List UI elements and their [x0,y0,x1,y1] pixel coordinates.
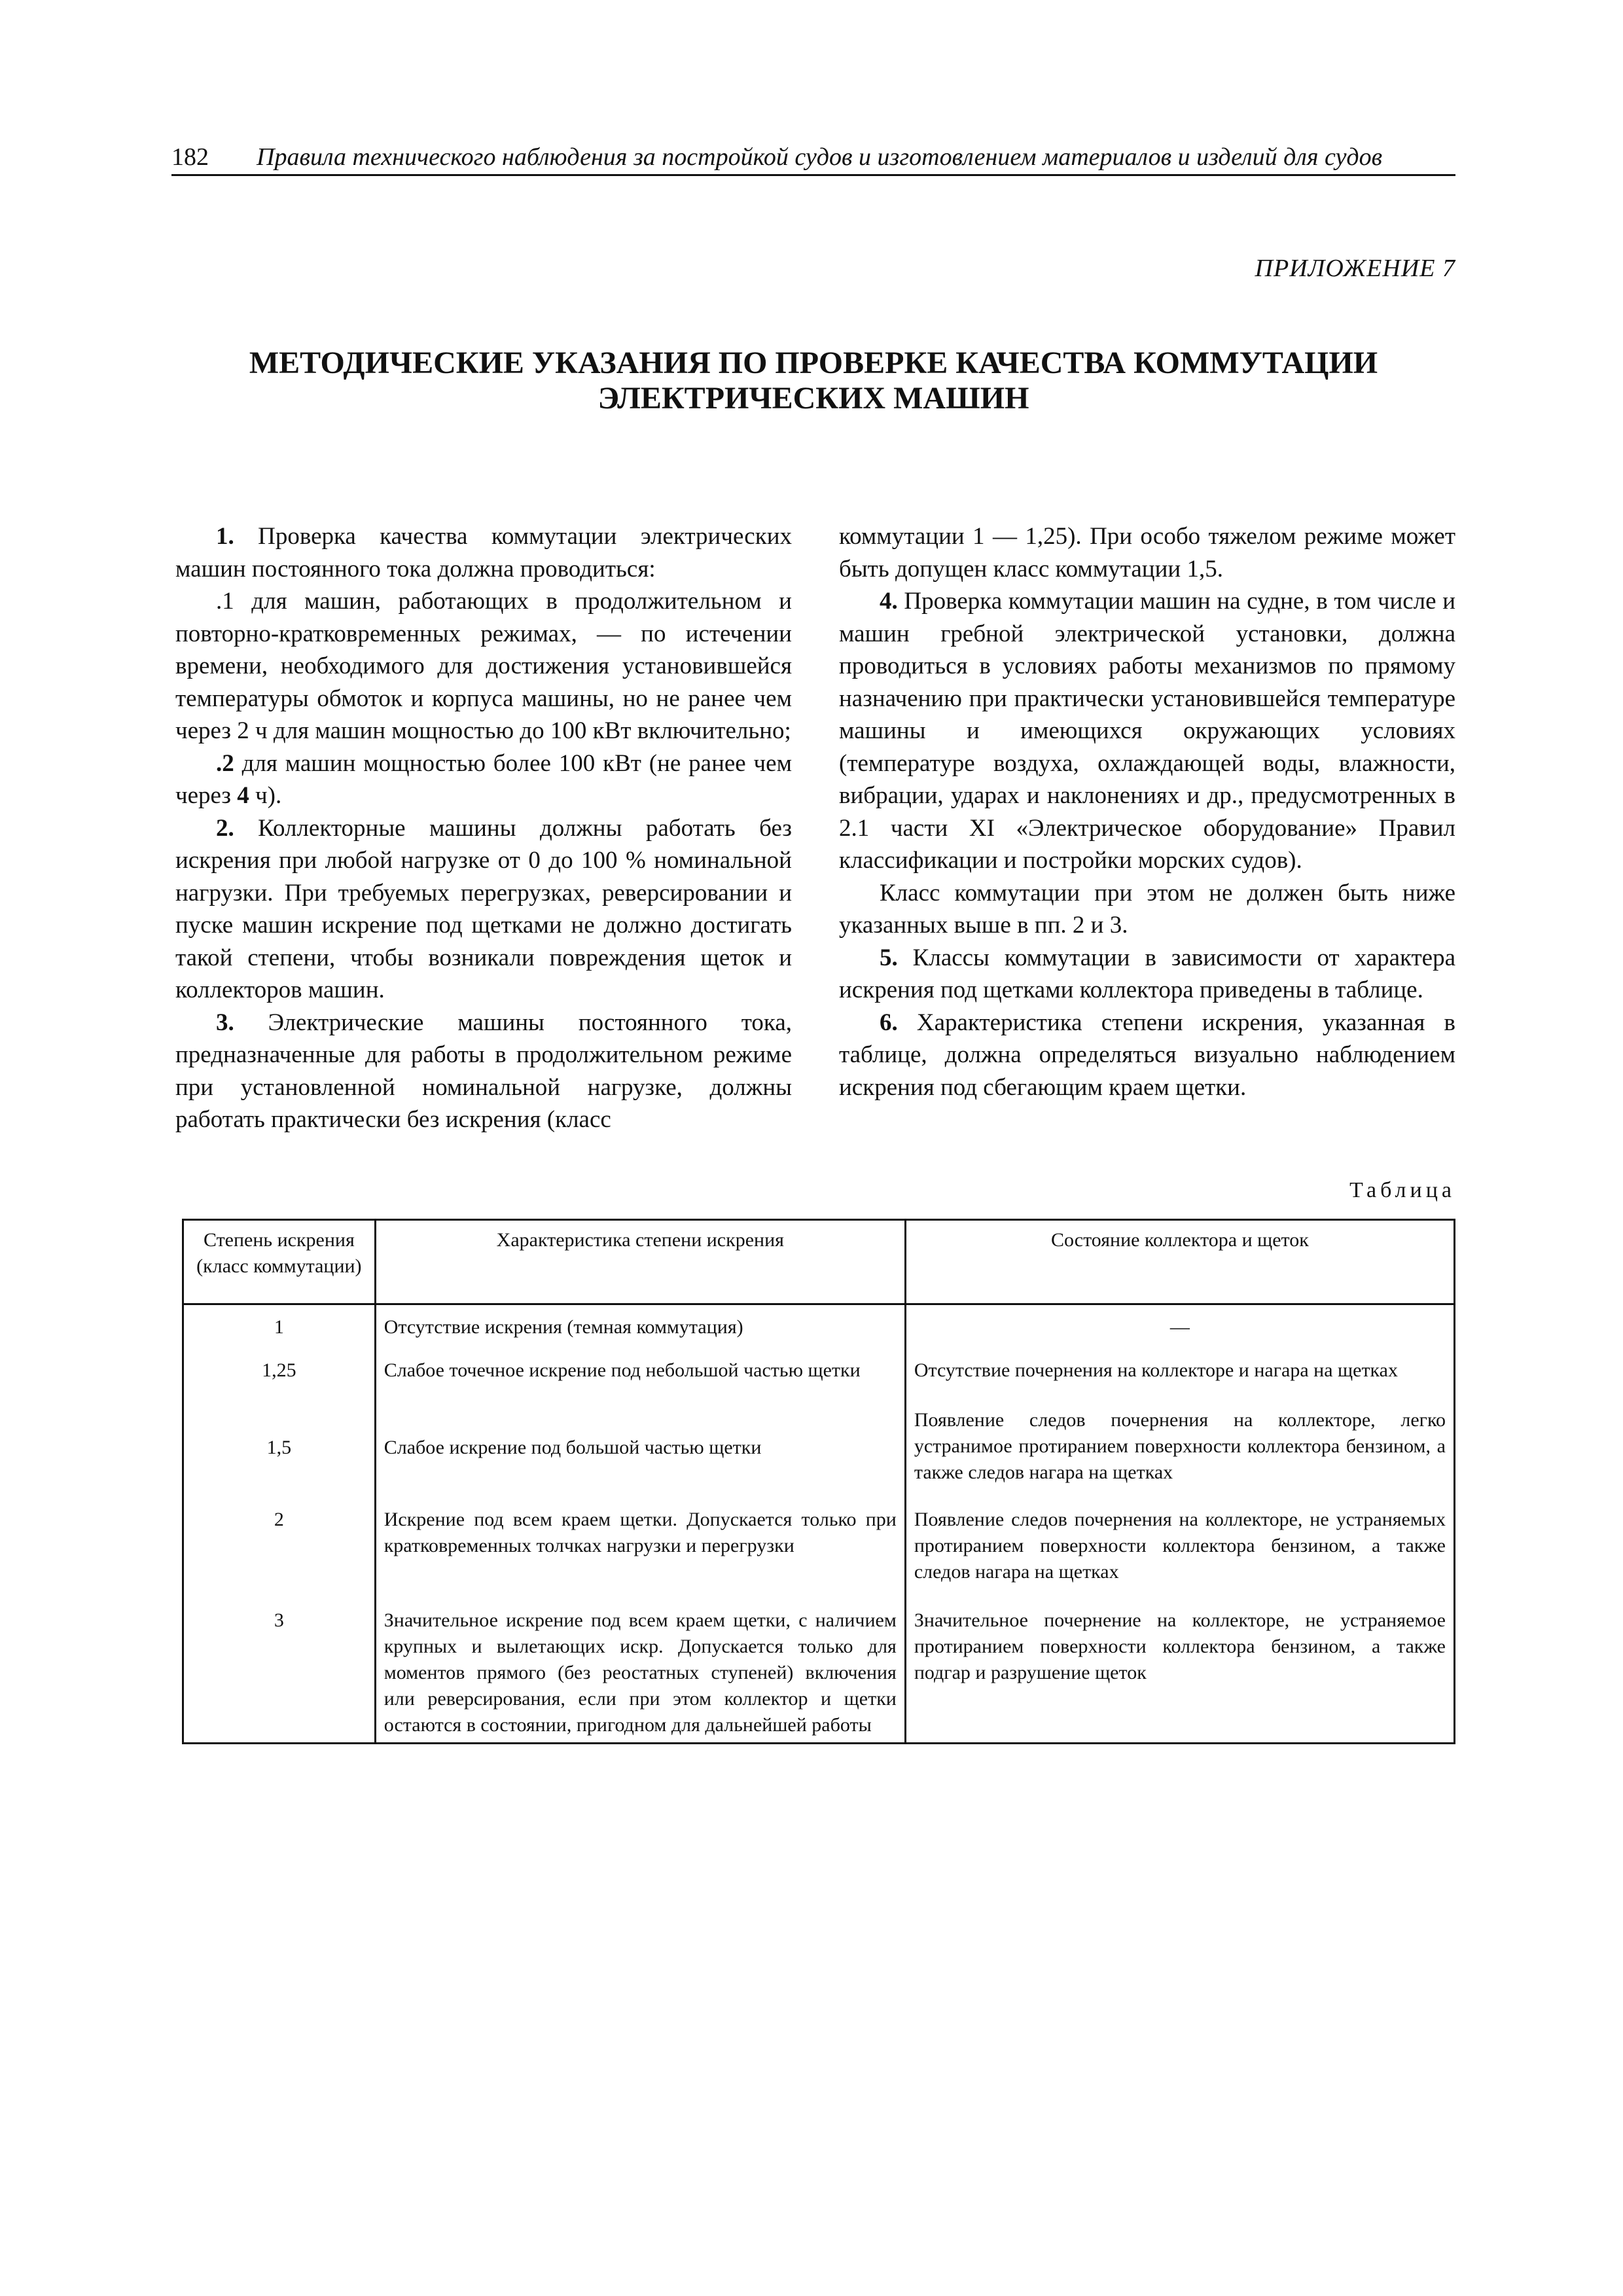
paragraph-1-2-bold: 4 [237,782,249,809]
table-row [183,1388,1455,1490]
paragraph-1-number: 1. [216,523,234,550]
paragraph-1-text: Проверка качества коммутации электрических машин постоянного тока должна проводиться: [175,523,792,583]
title-line-1: МЕТОДИЧЕСКИЕ УКАЗАНИЯ ПО ПРОВЕРКЕ КАЧЕСТВА КОММУТАЦИИ [249,346,1378,380]
row-characteristic: Слабое точечное искрение под небольшой частью щетки [375,1344,905,1388]
header-condition: Состояние коллектора и щеток [905,1220,1454,1304]
appendix-label: ПРИЛОЖЕНИЕ 7 [1255,255,1455,282]
paragraph-3-continued: коммутации 1 — 1,25). При особо тяжелом режиме может быть допущен класс коммутации 1,5. [839,523,1455,583]
row-class: 1,5 [183,1388,376,1490]
row-characteristic: Значительное искрение под всем краем щетки, с наличием крупных и вылетающих искр. Допускается только для моментов прямого (без реостатных ступеней) включения или реверсирования, если при этом коллектор и щетки остаются в состоянии, пригодном для дальнейшей работы [375,1589,905,1744]
commutation-table [182,1219,1455,1744]
paragraph-3 [175,1007,792,1136]
header-characteristic: Характеристика степени искрения [375,1220,905,1304]
row-class: 3 [183,1589,376,1744]
paragraph-1 [175,520,792,585]
row-class: 1 [183,1304,376,1345]
row-condition: — [905,1304,1454,1345]
row-condition: Появление следов почернения на коллекторе, не устраняемых протиранием поверхности коллектора бензином, а также следов нагара на щетках [905,1490,1454,1589]
paragraph-3-text: Электрические машины постоянного тока, предназначенные для работы в продолжительном режиме при установленной номинальной нагрузке, должны работать практически без искрения (класс [175,1009,792,1133]
document-title [171,346,1455,416]
paragraph-6-text: Характеристика степени искрения, указанная в таблице, должна определяться визуально наблюдением искрения под сбегающим краем щетки. [839,1009,1455,1101]
paragraph-5 [839,942,1455,1007]
paragraph-1-1: .1 для машин, работающих в продолжительном и повторно-кратковременных режимах, — по истечении времени, необходимого для достижения установившейся температуры обмоток и корпуса машины, но не ранее чем через 2 ч для машин мощностью до 100 кВт включительно; [175,588,792,744]
row-condition: Отсутствие почернения на коллекторе и нагара на щетках [905,1344,1454,1388]
row-characteristic: Отсутствие искрения (темная коммутация) [375,1304,905,1345]
paragraph-5-text: Классы коммутации в зависимости от характера искрения под щетками коллектора приведены в таблице. [839,944,1455,1003]
paragraph-4 [839,585,1455,877]
row-condition: Значительное почернение на коллекторе, не устраняемое протиранием поверхности коллектора бензином, а также подгар и разрушение щеток [905,1589,1454,1744]
page-number: 182 [171,143,209,171]
row-characteristic: Слабое искрение под большой частью щетки [375,1388,905,1490]
running-header [171,143,1455,176]
row-condition: Появление следов почернения на коллекторе, легко устранимое протиранием поверхности коллектора бензином, а также следов нагара на щетках [905,1388,1454,1490]
paragraph-4-number: 4. [880,588,898,615]
right-column [839,520,1455,1103]
table-caption: Таблица [1349,1178,1455,1202]
paragraph-6 [839,1007,1455,1104]
paragraph-4b: Класс коммутации при этом не должен быть ниже указанных выше в пп. 2 и 3. [839,879,1455,939]
row-class: 2 [183,1490,376,1589]
table-row [183,1589,1455,1744]
paragraph-3-number: 3. [216,1009,234,1036]
table-header-row [183,1220,1455,1304]
running-title: Правила технического наблюдения за постройкой судов и изготовлением материалов и изделий для судов [257,143,1383,171]
paragraph-1-2-end: ч). [249,782,282,809]
paragraph-6-number: 6. [880,1009,898,1036]
paragraph-5-number: 5. [880,944,898,971]
paragraph-4-text: Проверка коммутации машин на судне, в том числе и машин гребной электрической установки, должна проводиться в условиях работы механизмов по прямому назначению при практически установившейся температуре машины и имеющихся окружающих условиях (температуре воздуха, охлаждающей воды, влажности, вибрации, ударах и наклонениях и др., предусмотренных в 2.1 части XI «Электрическое оборудование» Правил классификации и постройки морских судов). [839,588,1455,874]
paragraph-2 [175,812,792,1007]
paragraph-1-2 [175,747,792,812]
paragraph-2-text: Коллекторные машины должны работать без искрения при любой нагрузке от 0 до 100 % номинальной нагрузки. При требуемых перегрузках, реверсировании и пуске машин искрение под щетками не должно достигать такой степени, чтобы возникали повреждения щеток и коллекторов машин. [175,814,792,1003]
table-row [183,1344,1455,1388]
title-line-2: ЭЛЕКТРИЧЕСКИХ МАШИН [597,381,1029,416]
row-characteristic: Искрение под всем краем щетки. Допускается только при кратковременных толчках нагрузки и перегрузки [375,1490,905,1589]
table-row [183,1490,1455,1589]
left-column [175,520,792,1136]
paragraph-1-2-text: для машин мощностью более 100 кВт (не ранее чем через [175,749,792,809]
paragraph-1-2-number: .2 [216,749,234,777]
table-row [183,1304,1455,1345]
paragraph-2-number: 2. [216,814,234,842]
row-class: 1,25 [183,1344,376,1388]
header-class: Степень искрения (класс коммутации) [183,1220,376,1304]
